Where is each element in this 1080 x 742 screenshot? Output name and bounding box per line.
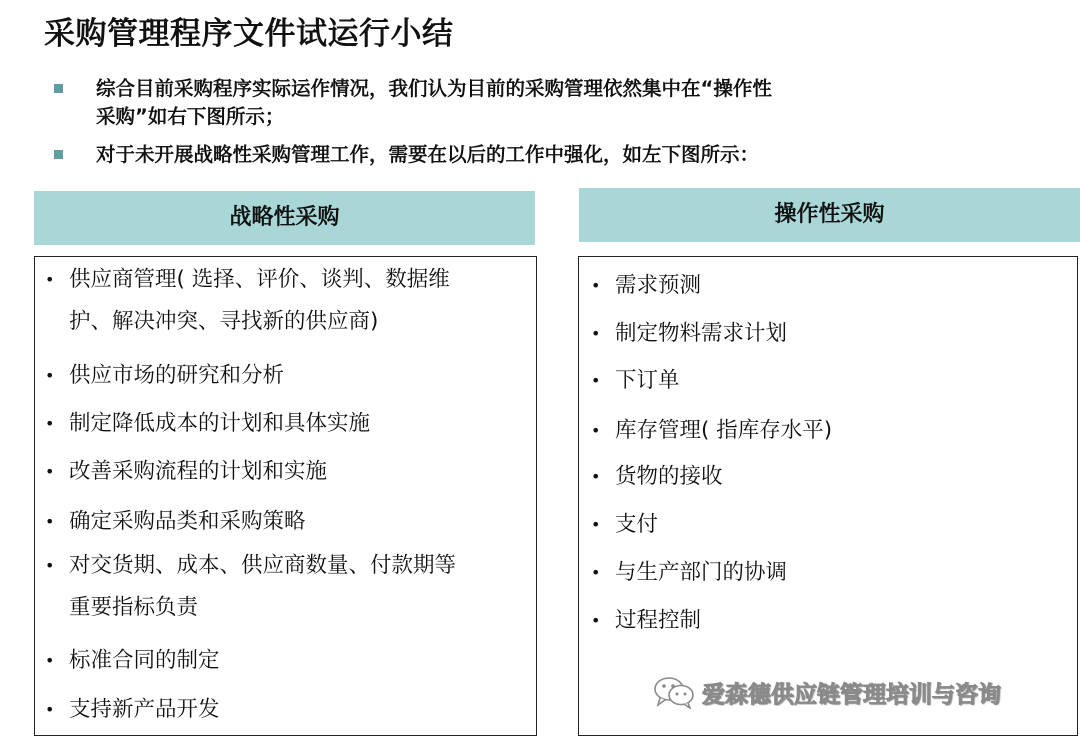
- list-item-text: 制定降低成本的计划和具体实施: [69, 411, 371, 436]
- list-item-text: 与生产部门的协调: [615, 560, 788, 585]
- list-item-text: 标准合同的制定: [69, 648, 220, 673]
- list-item-text: 供应市场的研究和分析: [69, 363, 285, 388]
- intro-bullet-line: 对于未开展战略性采购管理工作，需要在以后的工作中强化，如左下图所示：: [96, 143, 760, 166]
- list-item: [591, 313, 787, 355]
- list-item: [591, 504, 658, 546]
- list-item: [45, 545, 456, 629]
- bullet-dot-icon: •: [591, 421, 601, 440]
- list-item-text: 下订单: [615, 368, 680, 393]
- list-item-text: 制定物料需求计划: [615, 321, 788, 346]
- bullet-dot-icon: •: [45, 556, 55, 575]
- bullet-dot-icon: •: [591, 611, 601, 630]
- strategic-header: [34, 191, 535, 245]
- operational-list: [578, 256, 1078, 736]
- bullet-dot-icon: •: [45, 700, 55, 719]
- list-item: [591, 360, 680, 402]
- list-item: [45, 689, 220, 731]
- bullet-dot-icon: •: [591, 324, 601, 343]
- list-item-text: 支持新产品开发: [69, 697, 220, 722]
- list-item-text: 确定采购品类和采购策略: [69, 509, 306, 534]
- bullet-dot-icon: •: [45, 366, 55, 385]
- strategic-header-label: 战略性采购: [229, 205, 340, 230]
- intro-bullet-line: 综合目前采购程序实际运作情况，我们认为目前的采购管理依然集中在“操作性: [96, 77, 772, 100]
- bullet-dot-icon: •: [45, 462, 55, 481]
- watermark: [652, 672, 1001, 712]
- list-item: [45, 259, 450, 343]
- bullet-dot-icon: •: [45, 651, 55, 670]
- list-item-text: 护、解决冲突、寻找新的供应商): [69, 309, 379, 334]
- list-item-text: 对交货期、成本、供应商数量、付款期等: [69, 553, 457, 578]
- list-item: [45, 451, 327, 493]
- list-item: [591, 456, 723, 498]
- operational-header: [579, 188, 1080, 242]
- list-item-text: 过程控制: [615, 608, 702, 633]
- bullet-dot-icon: •: [591, 467, 601, 486]
- page-title: 采购管理程序文件试运行小结: [44, 16, 454, 52]
- bullet-dot-icon: •: [45, 512, 55, 531]
- square-bullet-icon: [54, 150, 63, 159]
- list-item-text: 需求预测: [615, 273, 702, 298]
- bullet-dot-icon: •: [591, 371, 601, 390]
- list-item: [591, 410, 832, 452]
- list-item: [591, 600, 701, 642]
- watermark-text: 爱森德供应链管理培训与咨询: [702, 681, 1001, 708]
- list-item: [45, 403, 370, 445]
- bullet-dot-icon: •: [591, 515, 601, 534]
- intro-bullet: [54, 75, 772, 131]
- bullet-dot-icon: •: [45, 414, 55, 433]
- wechat-icon: [652, 675, 696, 709]
- list-item-text: 改善采购流程的计划和实施: [69, 459, 328, 484]
- intro-bullet-line: 采购”如右下图所示；: [96, 105, 285, 128]
- list-item-text: 支付: [615, 512, 659, 537]
- list-item: [45, 640, 220, 682]
- list-item: [591, 552, 787, 594]
- intro-bullet: [54, 141, 759, 169]
- list-item-text: 重要指标负责: [69, 595, 199, 620]
- list-item: [45, 355, 284, 397]
- bullet-dot-icon: •: [591, 276, 601, 295]
- list-item-text: 货物的接收: [615, 464, 723, 489]
- square-bullet-icon: [54, 84, 63, 93]
- strategic-list: [34, 256, 537, 736]
- list-item: [45, 501, 306, 543]
- list-item-text: 库存管理( 指库存水平): [615, 418, 833, 443]
- list-item-text: 供应商管理( 选择、评价、谈判、数据维: [69, 267, 450, 292]
- bullet-dot-icon: •: [45, 270, 55, 289]
- bullet-dot-icon: •: [591, 563, 601, 582]
- list-item: [591, 265, 701, 307]
- operational-header-label: 操作性采购: [774, 202, 885, 227]
